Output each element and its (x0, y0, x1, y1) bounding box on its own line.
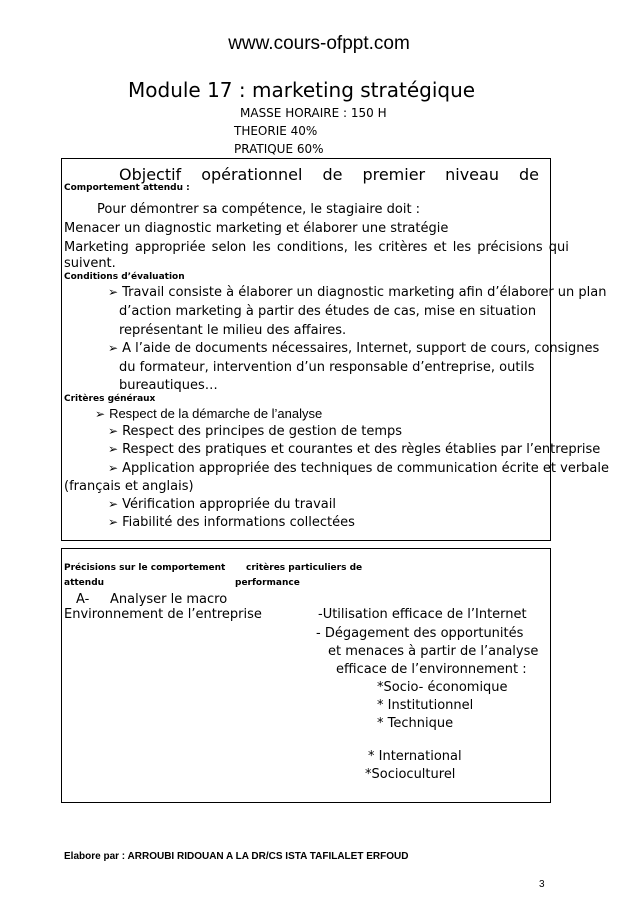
intro-word: appropriée (134, 240, 206, 255)
page-number: 3 (539, 879, 545, 890)
behavior-item-text: Analyser le macro (110, 592, 228, 607)
col1-header: attendu (64, 578, 105, 588)
intro-word: Marketing (64, 240, 129, 255)
intro-word: et (433, 240, 447, 255)
arrow-bullet-icon: ➢ (108, 285, 119, 299)
performance-criterion: *Socioculturel (365, 767, 456, 782)
objective-word: de (322, 165, 343, 184)
criteria-item: ➢ Fiabilité des informations collectées (108, 515, 355, 530)
intro-line-4: suivent. (64, 256, 116, 271)
arrow-bullet-icon: ➢ (108, 515, 119, 529)
condition-item: ➢ Travail consiste à élaborer un diagnostic marketing afin d’élaborer un plan (108, 285, 607, 300)
behavior-item-text: Environnement de l’entreprise (64, 607, 262, 622)
intro-word: critères (378, 240, 428, 255)
objective-word: de (518, 165, 539, 184)
col2-header: performance (235, 578, 300, 588)
criteria-continuation: (français et anglais) (64, 479, 194, 494)
arrow-bullet-icon: ➢ (95, 407, 106, 421)
condition-item-cont: représentant le milieu des affaires. (119, 323, 347, 338)
intro-word: les (353, 240, 373, 255)
condition-item-cont: du formateur, intervention d’un responsable d’entreprise, outils (119, 360, 535, 375)
intro-word: précisions (477, 240, 543, 255)
criteria-item: ➢ Application appropriée des techniques de communication écrite et verbale (108, 461, 610, 476)
arrow-bullet-icon: ➢ (108, 497, 119, 511)
intro-line-1: Pour démontrer sa compétence, le stagiaire doit : (97, 202, 421, 217)
theory-line: THEORIE 40% (234, 124, 318, 138)
objective-word: premier (362, 165, 426, 184)
intro-line-3 (64, 240, 569, 255)
intro-word: les (252, 240, 271, 255)
condition-item-cont: d’action marketing à partir des études de cas, mise en situation (119, 304, 537, 319)
col1-header: Précisions sur le comportement (64, 563, 226, 573)
performance-criterion: -Utilisation efficace de l’Internet (318, 607, 527, 622)
condition-item: ➢ A l’aide de documents nécessaires, Internet, support de cours, consignes (108, 341, 600, 356)
arrow-bullet-icon: ➢ (108, 424, 119, 438)
behavior-item-label: A- (76, 592, 90, 607)
intro-word: conditions, (276, 240, 348, 255)
col2-header: critères particuliers de (246, 563, 363, 573)
arrow-bullet-icon: ➢ (108, 461, 119, 475)
performance-criterion: et menaces à partir de l’analyse (328, 644, 539, 659)
intro-word: les (452, 240, 472, 255)
objective-word: opérationnel (201, 165, 303, 184)
performance-criterion: efficace de l’environnement : (336, 662, 527, 677)
performance-criterion: * International (368, 749, 462, 764)
practice-line: PRATIQUE 60% (234, 142, 324, 156)
hours-line: MASSE HORAIRE : 150 H (240, 106, 387, 120)
objective-heading (61, 165, 549, 184)
performance-criterion: *Socio- économique (377, 680, 508, 695)
site-url: www.cours-ofppt.com (228, 33, 410, 54)
criteria-item: ➢ Vérification appropriée du travail (108, 497, 336, 512)
author-footer: Elabore par : ARROUBI RIDOUAN A LA DR/CS ISTA TAFILALET ERFOUD (64, 851, 409, 862)
criteria-item: ➢ Respect des principes de gestion de temps (108, 424, 403, 439)
criteria-item: ➢ Respect de la démarche de l’analyse (95, 406, 323, 421)
intro-line-2: Menacer un diagnostic marketing et élaborer une stratégie (64, 221, 449, 236)
conditions-label: Conditions d’évaluation (64, 272, 185, 282)
intro-word: qui (548, 240, 569, 255)
criteria-label: Critères généraux (64, 394, 156, 404)
performance-criterion: - Dégagement des opportunités (316, 626, 524, 641)
behavior-label: Comportement attendu : (64, 183, 190, 193)
intro-word: selon (211, 240, 247, 255)
performance-criterion: * Institutionnel (377, 698, 474, 713)
condition-item-cont: bureautiques… (119, 378, 218, 393)
objective-word: niveau (445, 165, 499, 184)
arrow-bullet-icon: ➢ (108, 341, 119, 355)
module-title: Module 17 : marketing stratégique (128, 78, 476, 102)
objective-word: Objectif (119, 165, 182, 184)
performance-criterion: * Technique (377, 716, 454, 731)
criteria-item: ➢ Respect des pratiques et courantes et des règles établies par l’entreprise (108, 442, 601, 457)
arrow-bullet-icon: ➢ (108, 442, 119, 456)
